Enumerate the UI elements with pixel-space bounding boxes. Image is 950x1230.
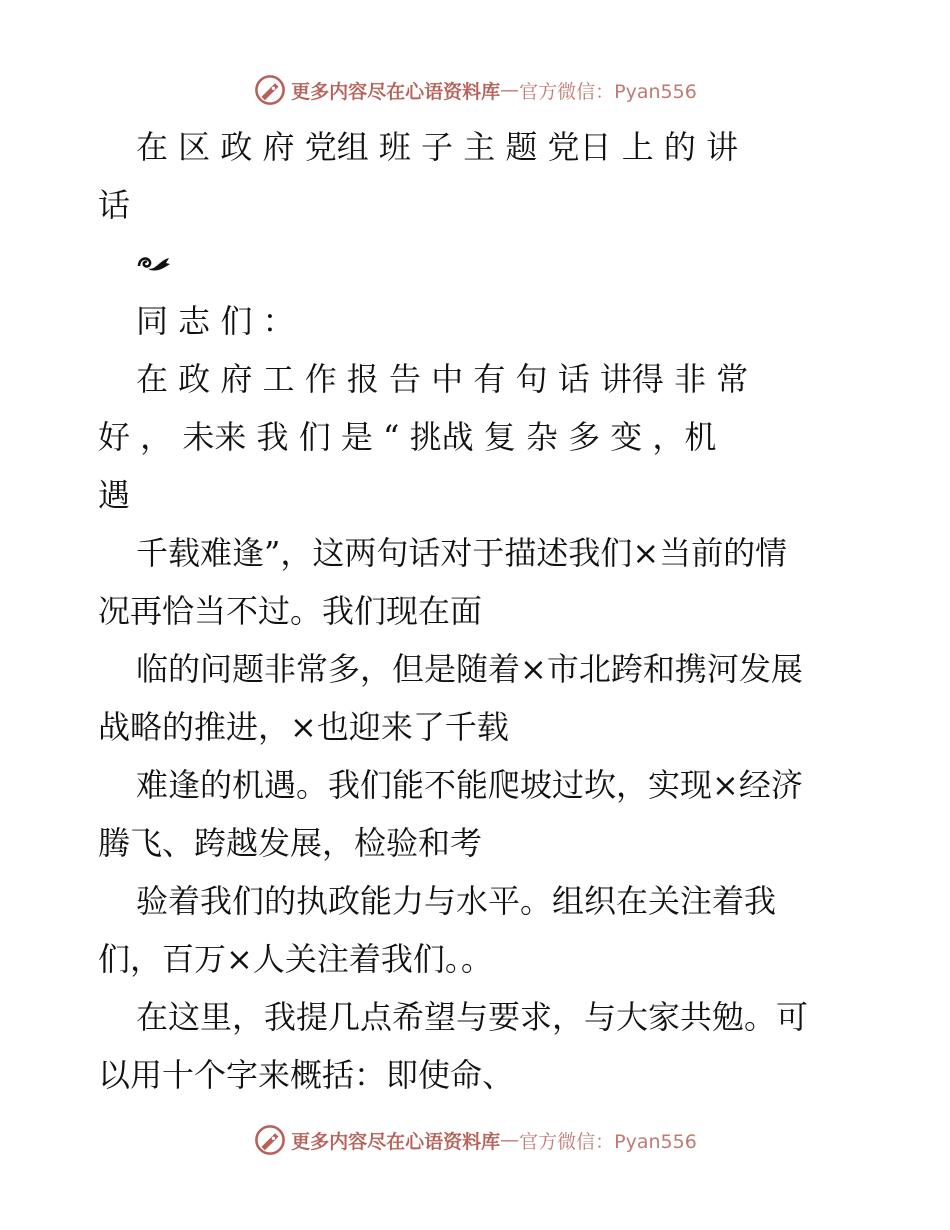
paragraph-1-line-2: 好 ， 未来 我 们 是 “ 挑战 复 杂 多 变 ，机 (98, 418, 717, 456)
title-line-2: 话 (98, 186, 131, 224)
document-body (98, 118, 854, 1104)
pen-nib-logo-icon (253, 1123, 287, 1157)
paragraph-4-line-1: 难逢的机遇。我们能不能爬坡过坎，实现×经济 (136, 766, 803, 804)
paragraph-4-line-2: 腾飞、跨越发展，检验和考 (98, 824, 483, 862)
banner-dash: — (500, 79, 520, 101)
banner-wechat: 官方微信：Pyan556 (519, 80, 697, 103)
paragraph-3-line-2: 战略的推进，×也迎来了千载 (98, 708, 509, 746)
paragraph-2-line-1: 千载难逢”，这两句话对于描述我们×当前的情 (136, 534, 788, 572)
banner-text: 更多内容尽在心语资料库 (291, 1130, 501, 1153)
banner-dash: — (500, 1129, 520, 1151)
ornament (98, 234, 854, 292)
paragraph-6-line-2: 以用十个字来概括：即使命、 (98, 1056, 515, 1094)
paragraph-3-line-1: 临的问题非常多，但是随着×市北跨和携河发展 (136, 650, 803, 688)
banner-text: 更多内容尽在心语资料库 (291, 80, 501, 103)
title-line-1: 在 区 政 府 党组 班 子 主 题 党日 上 的 讲 (136, 128, 739, 166)
banner-wechat: 官方微信：Pyan556 (519, 1130, 697, 1153)
footer-banner (0, 1120, 950, 1160)
paragraph-1-line-3: 遇 (98, 476, 131, 514)
paragraph-1-line-1: 在 政 府 工 作 报 告 中 有 句 话 讲得 非 常 (136, 360, 749, 398)
pen-nib-logo-icon (253, 73, 287, 107)
paragraph-2-line-2: 况再恰当不过。我们现在面 (98, 592, 483, 630)
flourish-ornament-icon (136, 250, 172, 276)
paragraph-5-line-1: 验着我们的执政能力与水平。组织在关注着我 (136, 882, 777, 920)
header-banner (0, 70, 950, 110)
paragraph-5-line-2: 们，百万×人关注着我们。。 (98, 940, 493, 978)
paragraph-6-line-1: 在这里，我提几点希望与要求，与大家共勉。可 (136, 998, 809, 1036)
greeting: 同 志 们 ： (136, 302, 295, 340)
